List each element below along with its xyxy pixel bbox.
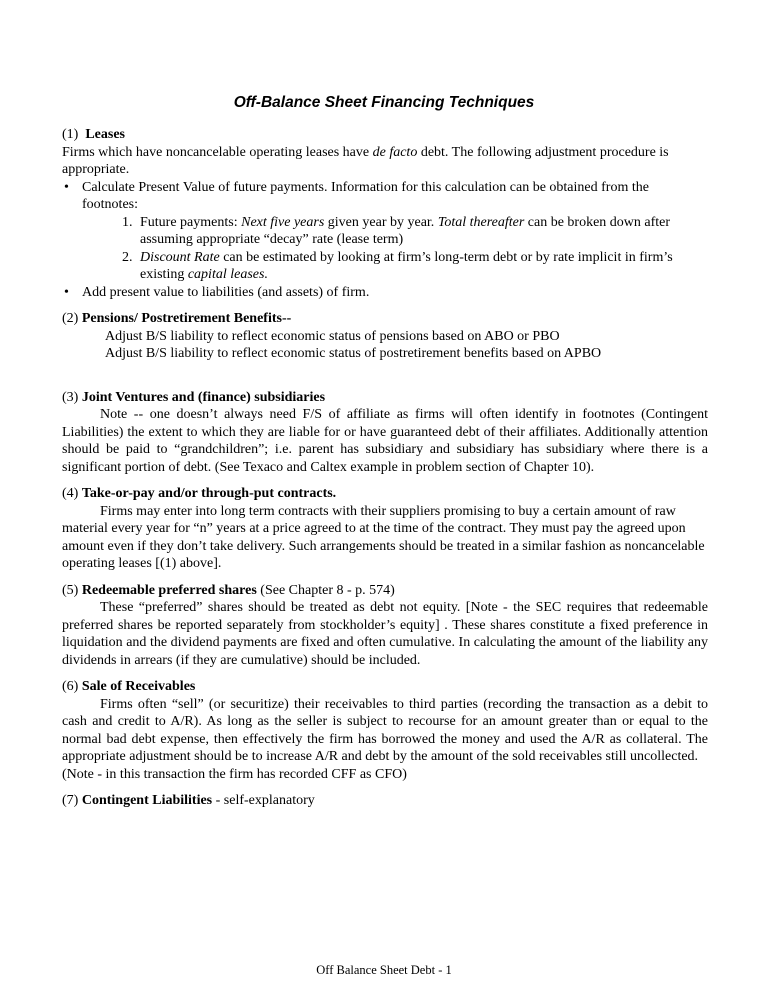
section-heading: (7) Contingent Liabilities - self-explanatory [62,793,315,808]
section-joint-ventures [62,389,708,477]
section-body: Note -- one doesn’t always need F/S of affiliate as firms will often identify in footnotes (Contingent Liabilities) the extent to which they are liable for or have guaranteed debt of their affiliates. Additionally attention should be paid to “grandchildren”; i.e. parent has subsidiary and subsidiary has subsidiary where there is a significant portion of debt. (See Texaco and Caltex example in problem section of Chapter 10). [62,407,708,475]
section-heading: (6) Sale of Receivables [62,679,196,694]
section-redeemable-preferred [62,582,708,670]
section-heading: (3) Joint Ventures and (finance) subsidiaries [62,389,326,405]
section-body: These “preferred” shares should be treated as debt not equity. [Note - the SEC requires that redeemable preferred shares be reported separately from stockholder’s equity] . These shares constitute a fixed preference in liquidation and the dividend payments are fixed and often cumulative. In calculating the amount of the liability any dividends in arrears (if they are cumulative) should be included. [62,600,708,668]
section-body: Firms often “sell” (or securitize) their receivables to third parties (recording the transaction as a debit to cash and credit to A/R). As long as the seller is subject to recourse for an amount greater than or equal to the normal bad debt expense, then effectively the firm has borrowed the money and used the A/R as collateral. The appropriate adjustment should be to increase A/R and debt by the amount of the sold receivables still uncollected. [62,696,708,764]
numbered-list [82,214,708,284]
document-body [62,126,708,819]
section-contingent-liabilities [62,792,708,810]
section-intro: Firms which have noncancelable operating leases have de facto debt. The following adjustment procedure is appropriate. [62,144,669,177]
section-heading: (1) Leases [62,127,125,142]
section-note: (Note - in this transaction the firm has recorded CFF as CFO) [62,766,407,782]
section-body: Firms may enter into long term contracts with their suppliers promising to buy a certain amount of raw material every year for “n” years at a price agreed to at the time of the contract. They must pay the agreed upon amount even if they don’t take delivery. Such arrangements should be treated in a similar fashion as noncancelable operating leases [(1) above]. [62,503,705,571]
list-item: 2. Discount Rate can be estimated by looking at firm’s long-term debt or by rate implicit in firm’s existing capital leases. [122,249,673,282]
section-heading: (4) Take-or-pay and/or through-put contracts. [62,486,337,501]
page-title: Off-Balance Sheet Financing Techniques [233,94,535,111]
section-heading: (5) Redeemable preferred shares (See Chapter 8 - p. 574) [62,582,395,598]
list-item: • Calculate Present Value of future payments. Information for this calculation can be obtained from the footnotes: 1. Future payments: Next five years given year by year. Total thereafter can be broken down after assuming appropriate “decay” rate (lease term) 2. Discount Rate can be estimated by looking at firm’s long-term debt or by rate implicit in firm’s existing capital leases. [62,179,708,284]
list-item: 1. Future payments: Next five years given year by year. Total thereafter can be broken down after assuming appropriate “decay” rate (lease term) [122,214,671,247]
bullet-list [62,179,708,302]
section-leases [62,126,708,301]
pension-line: Adjust B/S liability to reflect economic status of pensions based on ABO or PBO [105,328,560,344]
section-heading: (2) Pensions/ Postretirement Benefits-- [62,311,292,326]
pension-line: Adjust B/S liability to reflect economic status of postretirement benefits based on APBO [105,346,602,361]
page-footer: Off Balance Sheet Debt - 1 [316,963,452,977]
section-take-or-pay [62,485,708,573]
section-sale-of-receivables [62,678,708,783]
list-item: • Add present value to liabilities (and assets) of firm. [62,284,708,302]
section-pensions [62,310,708,363]
